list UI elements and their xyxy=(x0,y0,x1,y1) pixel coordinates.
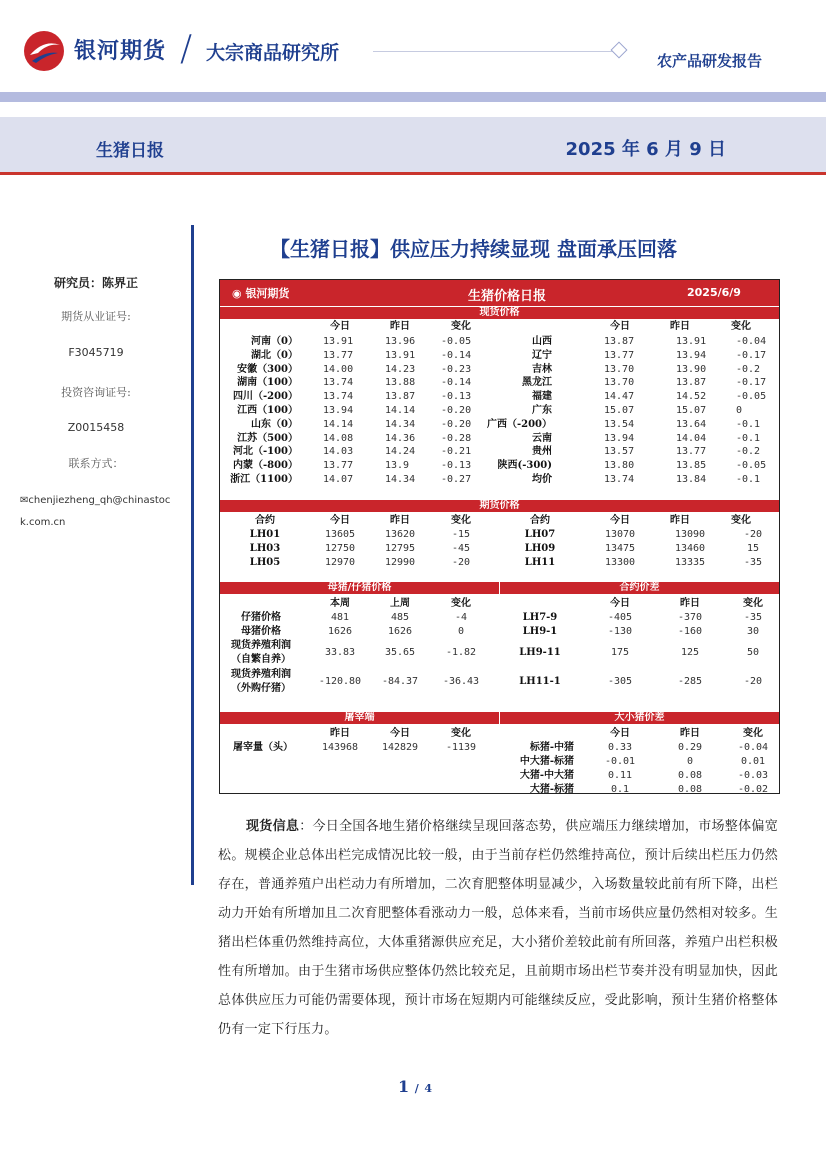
futures-change: -15 xyxy=(451,529,471,540)
futures-section-header: 期货价格 xyxy=(220,500,779,512)
spot-yesterday: 13.88 xyxy=(385,377,416,389)
futures-yesterday: 12795 xyxy=(384,543,416,554)
sizespread-col-header: 昨日 xyxy=(680,728,700,739)
futures-contract: LH11 xyxy=(524,557,556,568)
piglet-last-week: 35.65 xyxy=(384,647,416,658)
spot-today: 13.77 xyxy=(323,460,354,472)
spot-yesterday: 13.85 xyxy=(676,460,707,472)
spread-change: 50 xyxy=(746,647,760,658)
spot-col-header: 昨日 xyxy=(670,321,690,332)
slaughter-yesterday: 143968 xyxy=(321,742,359,753)
futures-col-header: 合约 xyxy=(255,515,275,526)
spot-yesterday: 13.90 xyxy=(676,363,707,375)
piglet-last-week: 485 xyxy=(390,612,410,623)
spot-region-label: 广西（-200） xyxy=(486,418,552,430)
report-type: 农产品研发报告 xyxy=(656,52,762,70)
report-header xyxy=(0,0,826,96)
researcher: 研究员：陈界正 xyxy=(53,276,138,290)
slaughter-col-header: 昨日 xyxy=(330,728,350,739)
spot-change: -0.21 xyxy=(441,446,472,458)
divider-slash: / xyxy=(180,28,193,69)
spread-today: 175 xyxy=(610,647,630,658)
spot-today: 13.54 xyxy=(604,418,635,430)
spot-yesterday: 13.64 xyxy=(676,418,707,430)
piglet-col-header: 变化 xyxy=(451,598,471,609)
piglet-last-week: 1626 xyxy=(387,626,413,637)
spread-section-header: 合约价差 xyxy=(500,582,779,594)
spot-today: 13.80 xyxy=(604,460,635,472)
email-text[interactable]: chenjiezheng_qh@chinastock.com.cn xyxy=(20,495,171,528)
spot-yesterday: 13.87 xyxy=(676,377,707,389)
spot-info-text: ：今日全国各地生猪价格继续呈现回落态势，供应端压力继续增加，市场整体偏宽松。规模企业总体出栏完成情况比较一般，由于当前存栏仍然维持高位，预计后续出栏压力仍然存在，普通养殖户出栏动力有所增加，二次育肥整体明显减少，入场数量较此前有所下降，出栏动力开始有所增加且二次育肥整体看涨动力一般，总体来看，当前市场供应量仍然相对较多。生猪出栏体重仍然维持高位，大体重猪源供应充足，大小猪价差较此前有所回落，养殖户出栏积极性有所增加。由于生猪市场供应整体仍然比较充足，且前期市场出栏节奏并没有明显加快，因此总体供应压力可能仍需要体现，预计市场在短期内可能继续反应，受此影响，预计生猪价格整体仍有一定下行压力。 xyxy=(218,819,779,1037)
spot-change: -0.17 xyxy=(736,349,767,361)
sizespread-change: 0.01 xyxy=(740,756,766,767)
spot-region-label: 黑龙江 xyxy=(522,377,552,389)
spot-change: -0.13 xyxy=(441,391,472,403)
spread-col-header: 今日 xyxy=(610,598,630,609)
spot-today: 13.74 xyxy=(604,474,635,485)
spread-today: -305 xyxy=(607,676,633,687)
page-total: 4 xyxy=(424,1082,432,1095)
spread-yesterday: -370 xyxy=(677,612,703,623)
spot-today: 14.07 xyxy=(323,474,354,485)
slaughter-today: 142829 xyxy=(381,742,419,753)
spot-region-label: 四川（-200） xyxy=(232,391,298,403)
table-header xyxy=(220,280,779,306)
table-logo-text: 银河期货 xyxy=(245,287,290,300)
spot-region-label: 均价 xyxy=(532,474,552,485)
spot-yesterday: 14.14 xyxy=(385,405,416,416)
spot-today: 14.47 xyxy=(604,391,635,403)
spread-contract: LH9-11 xyxy=(519,647,561,658)
spot-change: -0.13 xyxy=(441,460,472,472)
futures-col-header: 今日 xyxy=(330,515,350,526)
slaughter-change: -1139 xyxy=(445,742,477,753)
spot-yesterday: 13.91 xyxy=(676,336,707,347)
sizespread-today: 0.11 xyxy=(607,770,633,781)
piglet-change: -36.43 xyxy=(442,676,480,687)
piglet-row-label: 现货养殖利润 xyxy=(231,669,291,680)
futures-change: -20 xyxy=(451,557,471,568)
futures-today: 13605 xyxy=(324,529,356,540)
spot-change: -0.17 xyxy=(736,377,767,389)
spot-today: 14.08 xyxy=(323,432,354,444)
sizespread-label: 中大猪-标猪 xyxy=(519,756,574,767)
spot-change: -0.20 xyxy=(441,405,472,416)
spot-region-label: 湖北（0） xyxy=(251,349,298,361)
spread-yesterday: -160 xyxy=(677,626,703,637)
futures-contract: LH03 xyxy=(249,543,281,554)
futures-yesterday: 13460 xyxy=(674,543,706,554)
spot-today: 13.57 xyxy=(604,446,635,458)
sizespread-label: 大猪-标猪 xyxy=(529,784,574,795)
piglet-row-label: 现货养殖利润 xyxy=(231,640,291,651)
spot-yesterday: 14.04 xyxy=(676,432,707,444)
futures-contract: LH05 xyxy=(249,557,281,568)
sizespread-col-header: 变化 xyxy=(743,728,763,739)
spread-today: -405 xyxy=(607,612,633,623)
spot-yesterday: 13.84 xyxy=(676,474,707,485)
spot-today: 13.87 xyxy=(604,336,635,347)
slaughter-col-header: 今日 xyxy=(390,728,410,739)
spot-col-header: 变化 xyxy=(731,321,751,332)
spot-today: 13.74 xyxy=(323,391,354,403)
spot-change: -0.05 xyxy=(736,460,767,472)
spread-yesterday: -285 xyxy=(677,676,703,687)
main-title: 【生猪日报】供应压力持续显现 盘面承压回落 xyxy=(270,237,677,261)
spot-today: 13.91 xyxy=(323,336,354,347)
piglet-col-header: 本周 xyxy=(330,598,350,609)
piglet-col-header: 上周 xyxy=(390,598,410,609)
spot-region-label: 云南 xyxy=(532,432,552,444)
sizespread-col-header: 今日 xyxy=(610,728,630,739)
spot-region-label: 贵州 xyxy=(532,446,552,458)
futures-col-header: 昨日 xyxy=(670,515,690,526)
contact-label: 联系方式： xyxy=(68,457,124,470)
spot-region-label: 山西 xyxy=(532,336,552,347)
piglet-this-week: 481 xyxy=(330,612,350,623)
spot-region-label: 广东 xyxy=(532,405,552,416)
page-current: 1 xyxy=(398,1077,410,1096)
envelope-icon: ✉ xyxy=(20,495,29,506)
sizespread-today: 0.1 xyxy=(610,784,630,795)
spot-today: 13.70 xyxy=(604,377,635,389)
spot-yesterday: 14.24 xyxy=(385,446,416,458)
spot-change: -0.1 xyxy=(736,418,761,430)
cert-number: F3045719 xyxy=(68,346,124,359)
sizespread-yesterday: 0.29 xyxy=(677,742,703,753)
brand-name: 银河期货 xyxy=(74,39,167,64)
spot-region-label: 湖南（100） xyxy=(237,377,298,389)
futures-today: 13475 xyxy=(604,543,636,554)
spot-today: 13.77 xyxy=(323,349,354,361)
futures-change: -45 xyxy=(451,543,471,554)
futures-today: 12750 xyxy=(324,543,356,554)
spot-region-label: 河北（-100） xyxy=(232,446,298,458)
spot-region-label: 安徽（300） xyxy=(237,363,298,375)
sidebar-divider xyxy=(191,225,194,885)
spot-yesterday: 14.34 xyxy=(385,474,416,485)
spot-change: -0.05 xyxy=(736,391,767,403)
spread-change: -35 xyxy=(743,612,763,623)
futures-col-header: 变化 xyxy=(731,515,751,526)
galaxy-logo-icon xyxy=(22,29,66,73)
spot-change: -0.27 xyxy=(441,474,472,485)
spread-contract: LH9-1 xyxy=(522,626,558,637)
spot-today: 13.94 xyxy=(323,405,354,416)
sizespread-yesterday: 0.08 xyxy=(677,770,703,781)
spot-yesterday: 13.9 xyxy=(385,460,410,472)
spot-today: 13.77 xyxy=(604,349,635,361)
spot-region-label: 江苏（500） xyxy=(237,432,298,444)
spot-change: -0.20 xyxy=(441,418,472,430)
sizespread-today: 0.33 xyxy=(607,742,633,753)
spread-yesterday: 125 xyxy=(680,647,700,658)
spot-yesterday: 14.36 xyxy=(385,432,416,444)
sizespread-change: -0.02 xyxy=(737,784,769,795)
spot-change: -0.2 xyxy=(736,446,761,458)
spot-col-header: 昨日 xyxy=(390,321,410,332)
sizespread-today: -0.01 xyxy=(604,756,636,767)
sizespread-label: 大猪-中大猪 xyxy=(519,770,574,781)
daily-title: 生猪日报 xyxy=(96,141,164,161)
spot-region-label: 陕西(-300) xyxy=(497,460,552,472)
spot-today: 13.74 xyxy=(323,377,354,389)
spread-contract: LH7-9 xyxy=(522,612,558,623)
spread-col-header: 变化 xyxy=(743,598,763,609)
spot-info-paragraph xyxy=(218,812,778,1044)
spot-section-header: 现货价格 xyxy=(220,307,779,319)
spot-today: 14.00 xyxy=(323,363,354,375)
slaughter-col-header: 变化 xyxy=(451,728,471,739)
advisor-number: Z0015458 xyxy=(67,421,125,434)
spread-today: -130 xyxy=(607,626,633,637)
futures-contract: LH09 xyxy=(524,543,556,554)
table-logo xyxy=(232,285,289,301)
spot-change: -0.23 xyxy=(441,363,472,375)
table-date: 2025/6/9 xyxy=(687,286,741,299)
slaughter-section-header: 屠宰端 xyxy=(220,712,499,724)
futures-contract: LH01 xyxy=(249,529,281,540)
spot-change: -0.14 xyxy=(441,377,472,389)
piglet-this-week: 33.83 xyxy=(324,647,356,658)
spot-today: 13.94 xyxy=(604,432,635,444)
piglet-this-week: -120.80 xyxy=(318,676,362,687)
futures-yesterday: 13335 xyxy=(674,557,706,568)
piglet-change: 0 xyxy=(457,626,465,637)
piglet-row-label: 母猪价格 xyxy=(241,626,281,637)
futures-today: 12970 xyxy=(324,557,356,568)
contact-email[interactable] xyxy=(20,490,176,534)
spot-change: 0 xyxy=(736,405,743,416)
table-title: 生猪价格日报 xyxy=(468,289,547,304)
futures-change: -20 xyxy=(743,529,763,540)
spot-yesterday: 13.87 xyxy=(385,391,416,403)
spot-change: -0.28 xyxy=(441,432,472,444)
spot-today: 14.14 xyxy=(323,418,354,430)
spot-region-label: 内蒙（-800） xyxy=(232,460,298,472)
sizespread-yesterday: 0.08 xyxy=(677,784,703,795)
piglet-row-label: 仔猪价格 xyxy=(241,612,281,623)
futures-yesterday: 12990 xyxy=(384,557,416,568)
spot-yesterday: 14.34 xyxy=(385,418,416,430)
spot-change: -0.2 xyxy=(736,363,761,375)
spot-yesterday: 15.07 xyxy=(676,405,707,416)
piglet-this-week: 1626 xyxy=(327,626,353,637)
piglet-change: -4 xyxy=(454,612,468,623)
spot-info-lead: 现货信息 xyxy=(246,819,300,834)
diamond-icon xyxy=(611,42,628,59)
header-rule xyxy=(373,51,616,52)
spot-region-label: 福建 xyxy=(532,391,552,403)
spot-today: 13.70 xyxy=(604,363,635,375)
spot-yesterday: 14.52 xyxy=(676,391,707,403)
spot-yesterday: 13.91 xyxy=(385,349,416,361)
spot-col-header: 今日 xyxy=(610,321,630,332)
spot-change: -0.14 xyxy=(441,349,472,361)
futures-contract: LH07 xyxy=(524,529,556,540)
spot-yesterday: 13.96 xyxy=(385,336,416,347)
price-table xyxy=(219,279,780,794)
sizespread-yesterday: 0 xyxy=(686,756,694,767)
advisor-label: 投资咨询证号: xyxy=(61,386,131,399)
institute-name: 大宗商品研究所 xyxy=(206,42,340,64)
piglet-last-week: -84.37 xyxy=(381,676,419,687)
spot-today: 15.07 xyxy=(604,405,635,416)
spot-yesterday: 13.77 xyxy=(676,446,707,458)
piglet-section-header: 母猪/仔猪价格 xyxy=(220,582,499,594)
spot-col-header: 今日 xyxy=(330,321,350,332)
title-band-rule xyxy=(0,172,826,175)
futures-col-header: 昨日 xyxy=(390,515,410,526)
sizespread-change: -0.04 xyxy=(737,742,769,753)
spot-region-label: 辽宁 xyxy=(532,349,552,361)
futures-change: 15 xyxy=(746,543,760,554)
spot-region-label: 吉林 xyxy=(532,363,552,375)
futures-col-header: 合约 xyxy=(530,515,550,526)
futures-change: -35 xyxy=(743,557,763,568)
futures-col-header: 变化 xyxy=(451,515,471,526)
sizespread-section-header: 大小猪价差 xyxy=(500,712,779,724)
piglet-row-label: （外购仔猪） xyxy=(231,683,291,694)
sizespread-change: -0.03 xyxy=(737,770,769,781)
piglet-row-label: （自繁自养） xyxy=(231,654,291,665)
spot-change: -0.05 xyxy=(441,336,472,347)
futures-today: 13300 xyxy=(604,557,636,568)
spread-col-header: 昨日 xyxy=(680,598,700,609)
spot-region-label: 山东（0） xyxy=(251,418,298,430)
cert-label: 期货从业证号: xyxy=(61,310,131,323)
spot-yesterday: 13.94 xyxy=(676,349,707,361)
spot-region-label: 浙江（1100） xyxy=(230,474,298,485)
spot-region-label: 河南（0） xyxy=(251,336,298,347)
spread-change: -20 xyxy=(743,676,763,687)
header-band xyxy=(0,92,826,102)
futures-yesterday: 13090 xyxy=(674,529,706,540)
page-number: 1 / 4 xyxy=(398,1077,432,1096)
futures-col-header: 今日 xyxy=(610,515,630,526)
spot-yesterday: 14.23 xyxy=(385,363,416,375)
spot-region-label: 江西（100） xyxy=(237,405,298,416)
spot-change: -0.04 xyxy=(736,336,767,347)
spot-today: 14.03 xyxy=(323,446,354,458)
futures-yesterday: 13620 xyxy=(384,529,416,540)
logo-mark-icon: ◉ xyxy=(232,287,246,300)
spread-change: 30 xyxy=(746,626,760,637)
piglet-change: -1.82 xyxy=(445,647,477,658)
spot-change: -0.1 xyxy=(736,474,761,485)
report-date: 2025 年 6 月 9 日 xyxy=(565,139,726,160)
futures-today: 13070 xyxy=(604,529,636,540)
spot-col-header: 变化 xyxy=(451,321,471,332)
spread-contract: LH11-1 xyxy=(519,676,561,687)
slaughter-label: 屠宰量（头） xyxy=(233,742,293,753)
spot-change: -0.1 xyxy=(736,432,761,444)
sizespread-label: 标猪-中猪 xyxy=(529,742,574,753)
